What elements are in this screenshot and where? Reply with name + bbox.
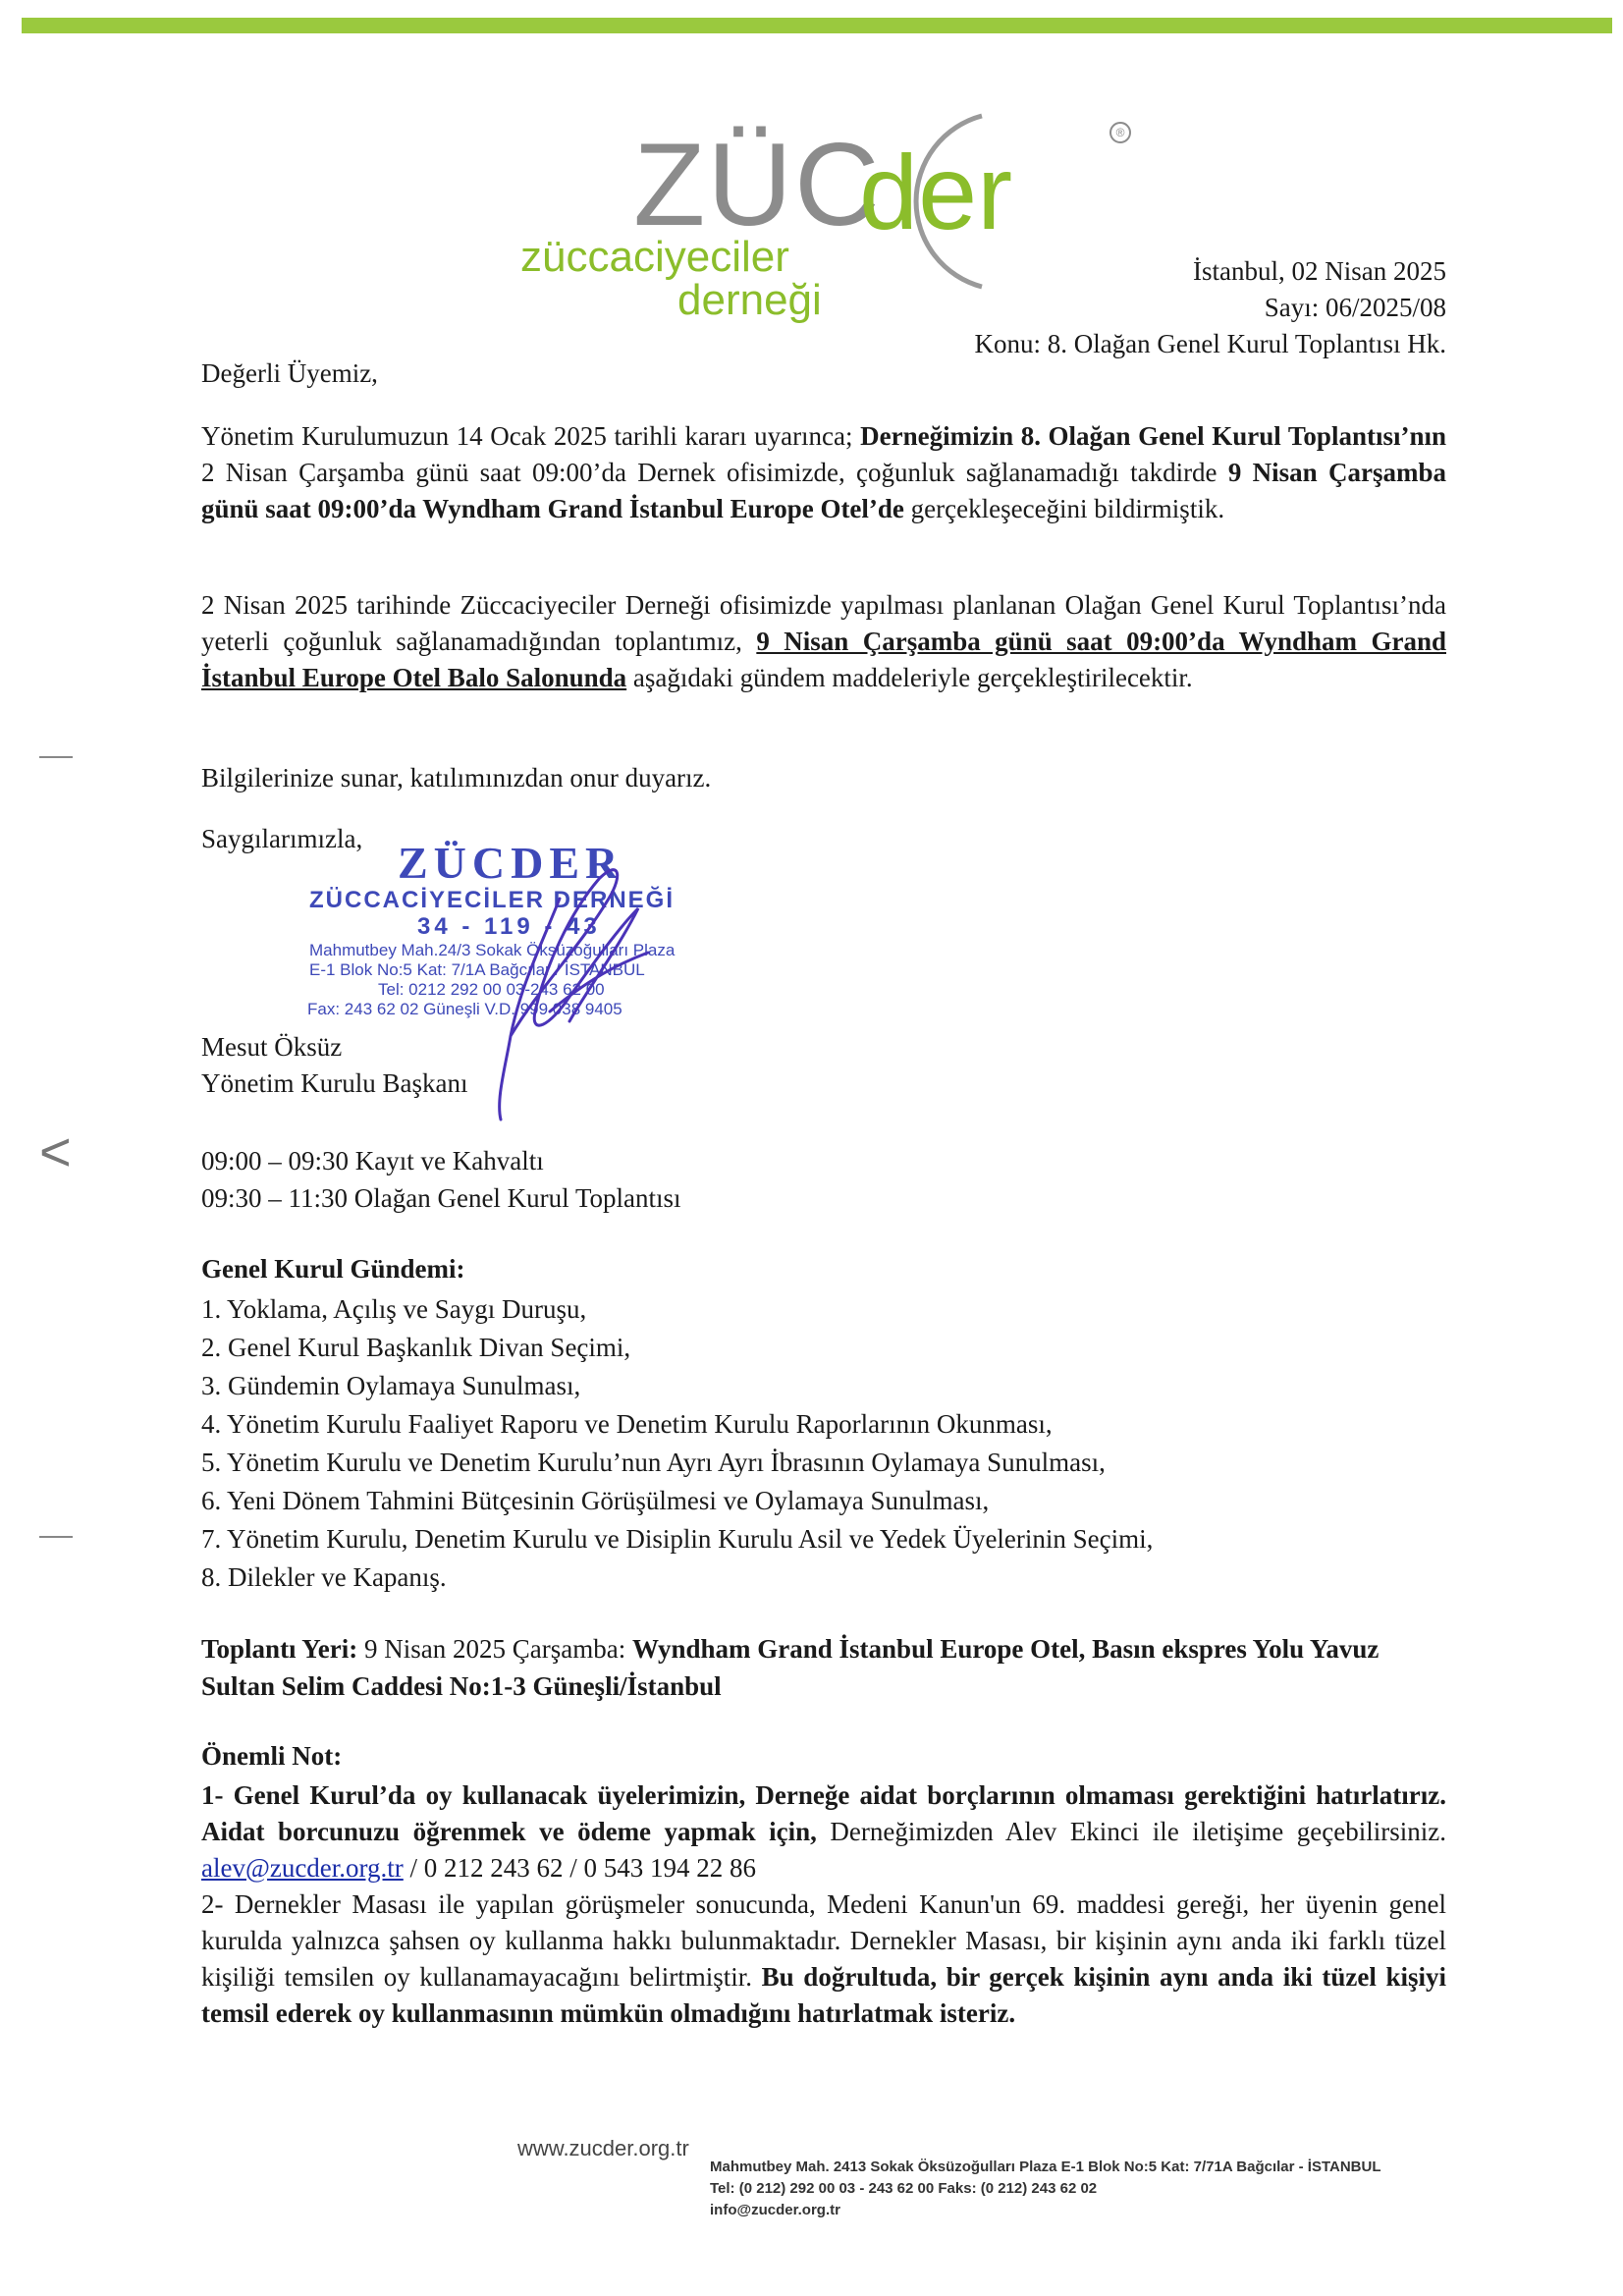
agenda-item: 7. Yönetim Kurulu, Denetim Kurulu ve Disiplin Kurulu Asil ve Yedek Üyelerinin Seçimi,	[201, 1524, 1154, 1554]
paragraph-2	[201, 587, 1446, 696]
place-venue: Wyndham Grand İstanbul Europe Otel, Basın ekspres Yolu Yavuz Sultan Selim Caddesi No:1-3 Güneşli/İstanbul	[201, 1634, 1380, 1701]
salutation: Değerli Üyemiz,	[201, 358, 378, 388]
p2-text-a: 2 Nisan 2025 tarihinde Züccaciyeciler Derneği ofisimizde yapılması planlanan Olağan Genel Kurul Toplantısı’nda yeterli çoğunluk sağlanamadığından toplantımız,	[201, 590, 1446, 656]
margin-dash-2	[39, 1536, 73, 1538]
footer-address: Mahmutbey Mah. 2413 Sokak Öksüzoğulları Plaza E-1 Blok No:5 Kat: 7/71A Bağcılar - İSTANBUL	[710, 2159, 1381, 2175]
stamp-line-7: Fax: 243 62 02 Güneşli V.D. 999 038 9405	[307, 1000, 622, 1018]
stamp-line-3: 34 - 119 - 43	[417, 913, 601, 940]
stamp-line-4: Mahmutbey Mah.24/3 Sokak Öksüzoğulları Plaza	[309, 941, 676, 959]
note-1	[201, 1777, 1446, 1886]
letter-number: Sayı: 06/2025/08	[1264, 293, 1446, 322]
stamp-line-2: ZÜCCACİYECİLER DERNEĞİ	[309, 887, 676, 913]
schedule-item: 09:30 – 11:30 Olağan Genel Kurul Toplantısı	[201, 1183, 681, 1213]
p1-text-e: gerçekleşeceğini bildirmiştik.	[903, 494, 1225, 523]
note-1-phones: / 0 212 243 62 / 0 543 194 22 86	[403, 1853, 757, 1883]
footer-phone: Tel: (0 212) 292 00 03 - 243 62 00 Faks: (0 212) 243 62 02	[710, 2180, 1098, 2197]
closing: Saygılarımızla,	[201, 824, 363, 853]
note-1-bold: 1- Genel Kurul’da oy kullanacak üyelerimizin, Derneğe aidat borçlarının olmaması gerektiğini hatırlatırız. Aidat borcunuzu öğrenmek ve ödeme yapmak için,	[201, 1780, 1446, 1846]
note-2	[201, 1886, 1446, 2032]
logo-tagline-2: derneği	[677, 276, 822, 324]
footer-address-block	[710, 2157, 1381, 2221]
p1-bold-d: 9 Nisan Çarşamba günü saat 09:00’da Wyndham Grand İstanbul Europe Otel’de	[201, 458, 1446, 523]
p1-bold-b: Derneğimizin 8. Olağan Genel Kurul Toplantısı’nın	[860, 421, 1446, 451]
registered-icon: ®	[1109, 122, 1131, 143]
header-accent-bar	[22, 18, 1612, 33]
agenda-item: 1. Yoklama, Açılış ve Saygı Duruşu,	[201, 1294, 587, 1324]
margin-chevron-icon: <	[39, 1121, 72, 1182]
signer-name: Mesut Öksüz	[201, 1032, 343, 1062]
letter-subject: Konu: 8. Olağan Genel Kurul Toplantısı Hk.	[974, 329, 1446, 358]
logo-tagline-1: züccaciyeciler	[520, 233, 789, 281]
signer-title: Yönetim Kurulu Başkanı	[201, 1068, 468, 1098]
p1-text-a: Yönetim Kurulumuzun 14 Ocak 2025 tarihli kararı uyarınca;	[201, 421, 861, 451]
signature-icon	[452, 840, 668, 1124]
agenda-item: 4. Yönetim Kurulu Faaliyet Raporu ve Denetim Kurulu Raporlarının Okunması,	[201, 1409, 1053, 1439]
logo-zuc: ZÜC	[633, 119, 882, 250]
place-date: 9 Nisan 2025 Çarşamba:	[357, 1634, 632, 1664]
agenda-item: 6. Yeni Dönem Tahmini Bütçesinin Görüşülmesi ve Oylamaya Sunulması,	[201, 1486, 990, 1515]
agenda-item: 2. Genel Kurul Başkanlık Divan Seçimi,	[201, 1333, 631, 1362]
note-1-text: Derneğimizden Alev Ekinci ile iletişime geçebilirsiniz.	[816, 1817, 1446, 1846]
footer-email[interactable]: info@zucder.org.tr	[710, 2202, 840, 2218]
note-2-text: 2- Dernekler Masası ile yapılan görüşmeler sonucunda, Medeni Kanun'un 69. maddesi gereği, her üyenin genel kurulda yalnızca şahsen oy kullanma hakkı bulunmaktadır. Dernekler Masası, bir kişinin aynı anda iki farklı tüzel kişiliği temsilen oy kullanamayacağını belirtmiştir.	[201, 1889, 1446, 1992]
agenda-item: 8. Dilekler ve Kapanış.	[201, 1562, 447, 1592]
agenda-item: 3. Gündemin Oylamaya Sunulması,	[201, 1371, 581, 1400]
logo-der: der	[859, 133, 1013, 251]
schedule	[201, 1142, 681, 1217]
agenda-item: 5. Yönetim Kurulu ve Denetim Kurulu’nun Ayrı Ayrı İbrasının Oylamaya Sunulması,	[201, 1448, 1106, 1477]
agenda-list	[201, 1290, 1153, 1597]
p2-text-c: aşağıdaki gündem maddeleriyle gerçekleştirilecektir.	[626, 663, 1193, 692]
stamp-line-5: E-1 Blok No:5 Kat: 7/1A Bağcılar / İSTANBUL	[309, 960, 645, 979]
paragraph-3: Bilgilerinize sunar, katılımınızdan onur duyarız.	[201, 763, 712, 793]
letter-date: İstanbul, 02 Nisan 2025	[1193, 256, 1446, 286]
stamp-line-1: ZÜCDER	[398, 838, 624, 888]
schedule-item: 09:00 – 09:30 Kayıt ve Kahvaltı	[201, 1146, 544, 1175]
stamp-line-6: Tel: 0212 292 00 03-243 62 00	[378, 980, 605, 999]
p1-text-c: 2 Nisan Çarşamba günü saat 09:00’da Dernek ofisimizde, çoğunluk sağlanamadığı takdirde	[201, 458, 1228, 487]
paragraph-1	[201, 418, 1446, 527]
place-label: Toplantı Yeri:	[201, 1634, 358, 1664]
letter-meta	[974, 253, 1446, 362]
margin-dash-1	[39, 756, 73, 758]
signer-block	[201, 1029, 467, 1102]
agenda-title: Genel Kurul Gündemi:	[201, 1254, 465, 1284]
meeting-place	[201, 1630, 1446, 1705]
p2-underlined-venue: 9 Nisan Çarşamba günü saat 09:00’da Wyndham Grand İstanbul Europe Otel Balo Salonunda	[201, 627, 1446, 692]
note-title: Önemli Not:	[201, 1741, 343, 1771]
contact-email-link[interactable]: alev@zucder.org.tr	[201, 1853, 404, 1883]
note-2-bold: Bu doğrultuda, bir gerçek kişinin aynı anda iki tüzel kişiyi temsil ederek oy kullanmasının mümkün olmadığını hatırlatmak isteriz.	[201, 1962, 1447, 2028]
footer-website[interactable]: www.zucder.org.tr	[517, 2136, 689, 2160]
